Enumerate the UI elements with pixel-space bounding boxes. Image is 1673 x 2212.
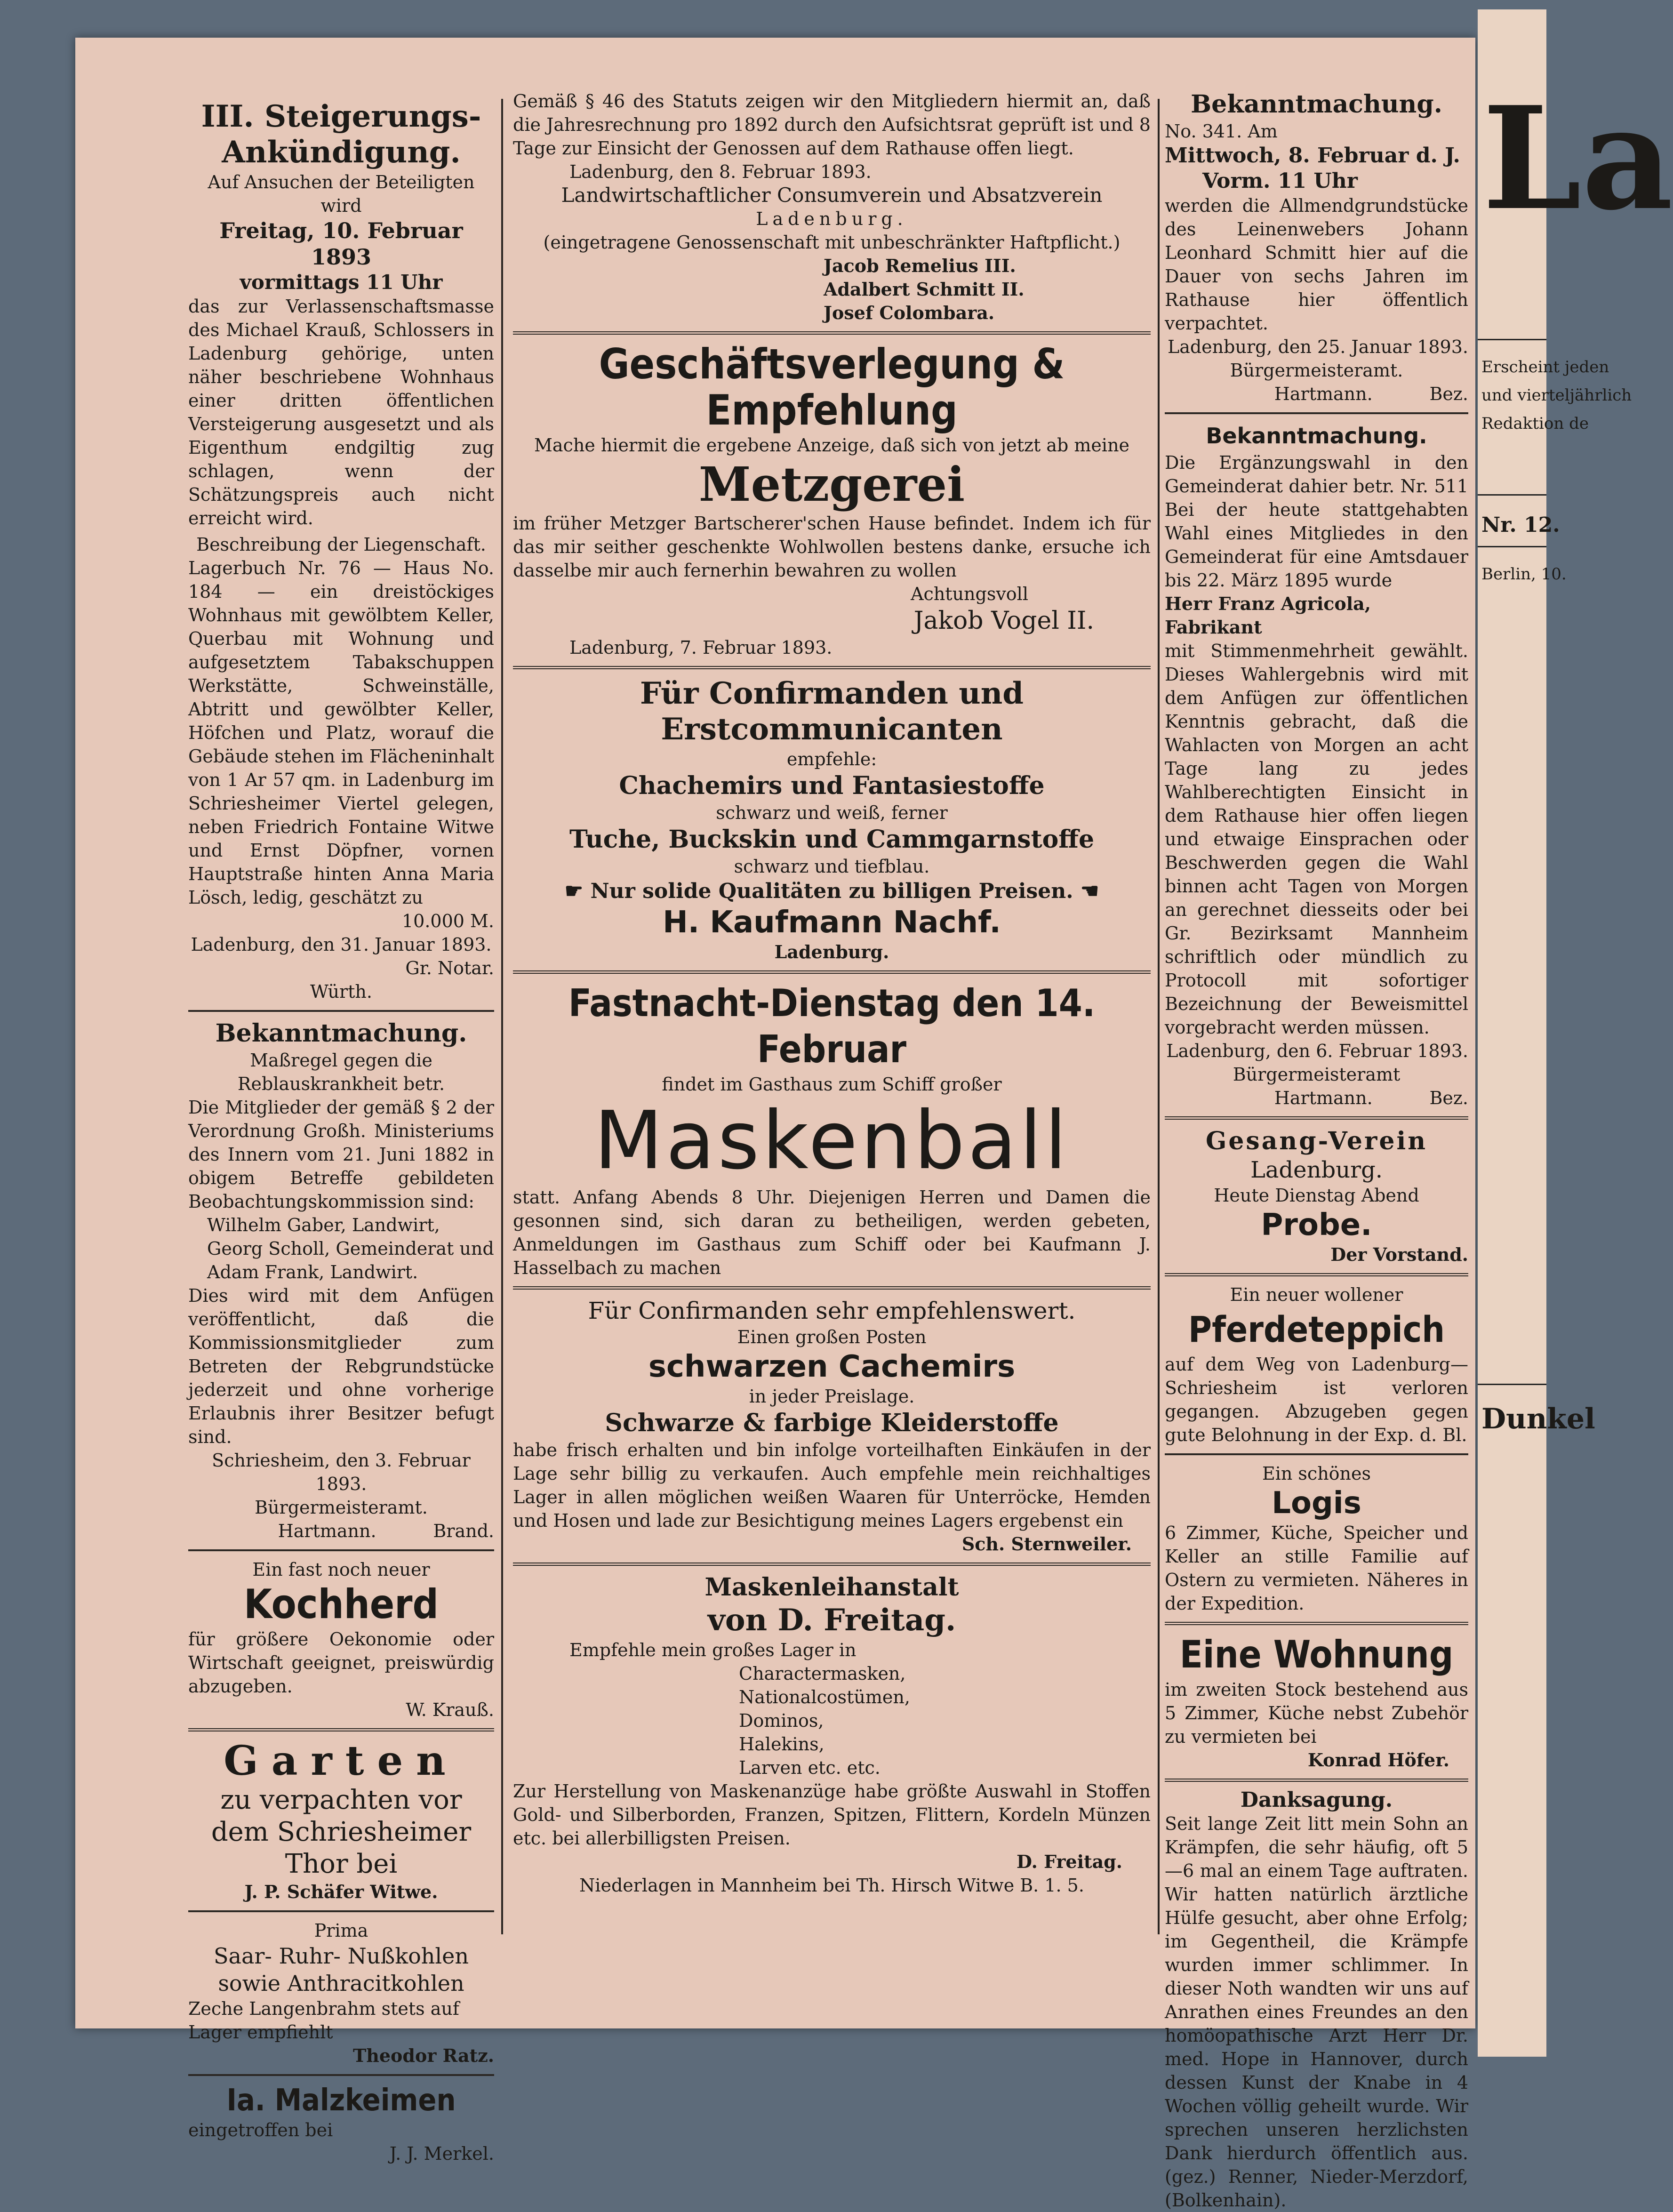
freitag-item-4: Halekins, [739,1734,824,1755]
divider [1478,339,1546,340]
kochherd-body: für größere Oekonomie oder Wirtschaft geeignet, preiswürdig abzugeben. [188,1629,494,1697]
garten-ad [188,1738,494,1904]
logis-big: Logis [1272,1486,1361,1521]
gesang-big: Probe. [1261,1208,1372,1242]
pointing-hand-left-icon: ☛ [564,879,591,903]
column-rule-right [1158,99,1160,1934]
allmend-title: Bekanntmachung. [1191,90,1442,119]
allmend-time: Vorm. 11 Uhr [1202,169,1358,193]
allmend-no: No. 341. Am [1165,121,1278,142]
adjacent-line-5: Berlin, 10. [1481,565,1567,584]
steigerung-intro: Auf Ansuchen der Beteiligten wird [208,172,475,216]
freitag-body: Zur Herstellung von Maskenanzüge habe größte Auswahl in Stoffen Gold- und Silberborden, Franzen, Spitzen, Flittern, Kordeln Münzen etc. bei allerbilligsten Preisen. [513,1781,1151,1849]
dank-ad [1165,1788,1468,2212]
malz-title: Ia. Malzkeimen [226,2083,456,2118]
adjacent-line-4: Nr. 12. [1481,513,1560,537]
divider [188,1010,494,1012]
allmend-office: Bürgermeisteramt. [1230,360,1403,381]
vogel-ad [513,341,1151,659]
logis-intro: Ein schönes [1262,1463,1371,1484]
kaufmann-line-1-sub: schwarz und weiß, ferner [716,802,948,823]
steigerung-title: III. Steigerungs- Ankündigung. [201,99,481,170]
gesang-sign: Der Vorstand. [1330,1244,1468,1265]
malz-ad [188,2083,494,2165]
kaufmann-ad [513,676,1151,964]
gesang-town: Ladenburg. [1250,1157,1383,1183]
kaufmann-line-2: Tuche, Buckskin und Cammgarnstoffe [569,825,1095,854]
wahl-body2: mit Stimmenmehrheit gewählt. Dieses Wahlergebnis wird mit dem Anfügen zur öffentlichen Kenntnis gebracht, daß die Wahlacten von Morgen an acht Tage lang zu jedes Wahlberechtigten Einsicht in dem Rathause hier offen liegen und etwaige Einsprachen oder Beschwerden gegen die Wahl binnen acht Tagen von Morgen an gerechnet diesseits oder bei Gr. Bezirksamt Mannheim schriftlich oder mündlich zu Protocoll mit sofortiger Bezeichnung der Beweismittel vorgebracht werden müssen. [1165,641,1468,1038]
kaufmann-title: Für Confirmanden und Erstcommunicanten [640,676,1024,747]
steigerung-place: Ladenburg, den 31. Januar 1893. [191,934,492,955]
left-column [188,99,494,2165]
divider [1478,494,1546,496]
statut-body: Gemäß § 46 des Statuts zeigen wir den Mitgliedern hiermit an, daß die Jahresrechnung pro 1892 durch den Aufsichtsrat geprüft ist und 8 Tage zur Einsicht der Genossen auf dem Rathause offen liegt. [513,91,1151,159]
fastnacht-title: Fastnacht-Dienstag den 14. Februar [568,981,1096,1071]
reblaus-place: Schriesheim, den 3. Februar 1893. [212,1450,471,1494]
statut-ad [513,89,1151,325]
divider [513,1563,1151,1566]
freitag-sign: D. Freitag. [1017,1851,1122,1872]
divider [188,1549,494,1551]
vogel-sign: Jakob Vogel II. [913,607,1094,635]
logis-body: 6 Zimmer, Küche, Speicher und Keller an stille Familie auf Ostern zu vermieten. Näheres in der Expedition. [1165,1523,1468,1614]
allmend-date: Mittwoch, 8. Februar d. J. [1165,144,1460,168]
freitag-ad [513,1572,1151,1897]
divider [1165,1779,1468,1782]
statut-org: Landwirtschaftlicher Consumverein und Absatzverein [561,184,1103,207]
divider [1478,546,1546,547]
kohlen-sign: Theodor Ratz. [352,2045,494,2066]
divider [1165,412,1468,414]
allmend-place: Ladenburg, den 25. Januar 1893. [1167,337,1468,357]
newspaper-page [75,38,1475,2211]
teppich-intro: Ein neuer wollener [1230,1284,1403,1305]
divider [513,1286,1151,1290]
steigerung-sign: Würth. [310,981,372,1002]
garten-body: zu verpachten vor dem Schriesheimer Thor bei [211,1785,472,1879]
kaufmann-firm: H. Kaufmann Nachf. [663,905,1001,940]
logis-ad [1165,1462,1468,1615]
adjacent-line-3: Redaktion de [1481,414,1589,433]
vogel-title: Geschäftsverlegung & Empfehlung [599,340,1065,434]
gesang-ad [1165,1126,1468,1266]
right-column [1165,89,1468,2212]
kaufmann-line-2-sub: schwarz und tiefblau. [734,856,930,877]
kaufmann-line-1: Chachemirs und Fantasiestoffe [619,771,1045,800]
wahl-office: Bürgermeisteramt [1233,1064,1401,1085]
reblaus-body: Die Mitglieder der gemäß § 2 der Verordnung Großh. Ministeriums des Innern vom 21. Juni 1882 in obigem Betreffe gebildeten Beobachtungskommission sind: [188,1097,494,1212]
sternweiler-intro: Einen großen Posten [737,1327,927,1347]
kochherd-title: Kochherd [244,1581,439,1628]
divider [1478,1384,1546,1385]
wahl-ad [1165,421,1468,1110]
gesang-title: Gesang-Verein [1205,1127,1428,1155]
wohnung-body: im zweiten Stock bestehend aus 5 Zimmer, Küche nebst Zubehör zu vermieten bei [1165,1679,1468,1747]
steigerung-time: vormittags 11 Uhr [240,271,443,294]
wohnung-sign: Konrad Höfer. [1307,1749,1449,1771]
reblaus-office: Bürgermeisteramt. [255,1497,428,1518]
divider [1165,1453,1468,1455]
wahl-elected: Herr Franz Agricola, Fabrikant [1165,593,1371,638]
dank-body: Seit lange Zeit litt mein Sohn an Krämpfen, die sehr häufig, oft 5—6 mal an einem Tage auftraten. Wir hatten natürlich ärztliche Hülfe gesucht, aber ohne Erfolg; im Gegentheil, die Krämpfe wurden immer schlimmer. In dieser Noth wandten wir uns auf Anrathen eines Freundes an den homöopathische Arzt Herr Dr. med. Hope in Hannover, durch dessen Kunst der Knabe in 4 Wochen völlig geheilt wurde. Wir sprechen unseren herzlichsten Dank hierdurch öffentlich aus. (gez.) Renner, Nieder-Merzdorf, (Bolkenhain). [1165,1813,1468,2211]
steigerung-desc: Lagerbuch Nr. 76 — Haus No. 184 — ein dreistöckiges Wohnhaus mit gewölbtem Keller, Querbau mit Wohnung und aufgesetztem Tabakschuppen Werkstätte, Schweinställe, Abtritt und gewölbter Keller, Höfchen und Platz, worauf die Gebäude stehen im Flächeninhalt von 1 Ar 57 qm. in Ladenburg im Schriesheimer Viertel gelegen, neben Friedrich Fontaine Witwe und Ernst Döpfner, vornen Hauptstraße hinten Anna Maria Lösch, ledig, geschätzt zu [188,558,494,908]
sternweiler-title: Für Confirmanden sehr empfehlenswert. [588,1297,1076,1324]
divider [513,666,1151,669]
divider [188,2074,494,2076]
steigerung-ad [188,99,494,1003]
allmend-ad [1165,89,1468,406]
freitag-item-5: Larven etc. etc. [739,1757,881,1778]
dank-title: Danksagung. [1240,1788,1393,1812]
garten-sign: J. P. Schäfer Witwe. [244,1881,438,1902]
freitag-title2: von D. Freitag. [707,1603,956,1638]
fastnacht-ad [513,980,1151,1280]
freitag-title: Maskenleihanstalt [704,1573,959,1602]
statut-place: Ladenburg, den 8. Februar 1893. [569,161,872,182]
allmend-sign: Hartmann. Bez. [1274,384,1468,404]
kaufmann-slogan-text: Nur solide Qualitäten zu billigen Preisen. [590,879,1073,903]
freitag-item-3: Dominos, [739,1710,824,1731]
teppich-body: auf dem Weg von Ladenburg—Schriesheim ist verloren gegangen. Abzugeben gegen gute Belohnung in der Exp. d. Bl. [1165,1354,1468,1445]
kochherd-sign: W. Krauß. [406,1699,494,1720]
divider [1165,1273,1468,1276]
steigerung-desc-head: Beschreibung der Liegenschaft. [196,534,486,555]
teppich-ad [1165,1283,1468,1447]
adjacent-line-6: Dunkel [1481,1403,1595,1435]
reblaus-ad [188,1018,494,1543]
wahl-place: Ladenburg, den 6. Februar 1893. [1166,1041,1468,1061]
statut-name-2: Adalbert Schmitt II. [824,279,1025,300]
malz-body: eingetroffen bei [188,2120,333,2140]
freitag-foot: Niederlagen in Mannheim bei Th. Hirsch Witwe B. 1. 5. [579,1875,1084,1896]
vogel-greet: Achtungsvoll [911,584,1028,604]
freitag-intro: Empfehle mein großes Lager in [569,1640,857,1660]
kaufmann-emp: empfehle: [786,749,877,769]
reblaus-sub: Maßregel gegen die Reblauskrankheit betr. [237,1050,445,1094]
sternweiler-sign: Sch. Sternweiler. [961,1533,1132,1555]
vogel-body: im früher Metzger Bartscherer'schen Hause befindet. Indem ich für das mir seither geschenkte Wohlwollen bestens danke, ersuche ich dasselbe mir auch fernerhin bewahren zu wollen [513,513,1151,581]
fastnacht-body: statt. Anfang Abends 8 Uhr. Diejenigen Herren und Damen die gesonnen sind, sich daran zu betheiligen, werden gebeten, Anmeldungen im Gasthaus zum Schiff oder bei Kaufmann J. Hasselbach zu machen [513,1187,1151,1278]
divider [513,970,1151,974]
statut-name-3: Josef Colombara. [824,302,995,323]
steigerung-body: das zur Verlassenschaftsmasse des Michael Krauß, Schlossers in Ladenburg gehörige, unten näher beschriebene Wohnhaus einer dritten öffentlichen Versteigerung ausgesetzt und als Eigenthum endgiltig zug schlagen, wenn der Schätzungspreis auch nicht erreicht wird. [188,296,494,529]
adjacent-line-1: Erscheint jeden [1481,358,1609,377]
wohnung-big: Eine Wohnung [1179,1633,1454,1676]
statut-town: Ladenburg. [756,208,908,229]
divider [513,331,1151,335]
wahl-body: Die Ergänzungswahl in den Gemeinderat dahier betr. Nr. 511 Bei der heute stattgehabten Wahl eines Mitgliedes in den Gemeinderat für eine Amtsdauer bis 22. März 1895 wurde [1165,452,1468,591]
wohnung-ad [1165,1632,1468,1772]
reblaus-body2: Dies wird mit dem Anfügen veröffentlicht, daß die Kommissionsmitglieder zum Betreten der Rebgrundstücke jederzeit und ohne vorherige Erlaubnis ihrer Besitzer befugt sind. [188,1285,494,1447]
malz-sign: J. J. Merkel. [389,2143,494,2164]
adjacent-masthead: La [1482,75,1673,241]
teppich-big: Pferdeteppich [1188,1308,1445,1350]
kaufmann-town: Ladenburg. [774,941,889,962]
middle-column [513,89,1151,1897]
steigerung-date: Freitag, 10. Februar 1893 [219,218,463,270]
fastnacht-intro: findet im Gasthaus zum Schiff großer [662,1074,1002,1095]
adjacent-page-fragment [1478,9,1673,2057]
divider [188,1910,494,1912]
sternweiler-big: schwarzen Cachemirs [648,1349,1016,1384]
freitag-item-1: Charactermasken, [739,1663,906,1684]
sternweiler-body: habe frisch erhalten und bin infolge vorteilhaften Einkäufen in der Lage sehr billig zu verkaufen. Auch empfehle mein reichhaltiges Lager in allen möglichen weißen Waaren für Unterröcke, Hemden und Hosen und lade zur Besichtigung meines Lagers ergebenst ein [513,1440,1151,1531]
adjacent-line-2: und vierteljährlich [1481,386,1632,405]
sternweiler-line-2: Schwarze & farbige Kleiderstoffe [605,1409,1059,1437]
reblaus-name-1: Wilhelm Gaber, Landwirt, [207,1215,440,1235]
kochherd-ad [188,1558,494,1722]
gesang-when: Heute Dienstag Abend [1214,1185,1419,1206]
fastnacht-big: Maskenball [594,1094,1070,1187]
divider [1165,1622,1468,1625]
column-rule-left [501,99,503,1934]
statut-name-1: Jacob Remelius III. [824,255,1016,276]
steigerung-price: 10.000 M. [401,911,494,931]
reblaus-sign: Hartmann. Brand. [278,1521,494,1541]
vogel-intro: Mache hiermit die ergebene Anzeige, daß sich von jetzt ab meine [534,435,1130,456]
wahl-title: Bekanntmachung. [1206,423,1427,449]
vogel-big: Metzgerei [698,457,965,512]
kohlen-ad [188,1919,494,2068]
allmend-body: werden die Allmendgrundstücke des Leinenwebers Johann Leonhard Schmitt hier auf die Dauer von sechs Jahren im Rathause hier öffentlich verpachtet. [1165,195,1468,334]
wahl-sign: Hartmann. Bez. [1274,1088,1468,1108]
divider [1165,1116,1468,1120]
sternweiler-ad [513,1296,1151,1556]
kohlen-pre: Prima [314,1920,368,1941]
reblaus-title: Bekanntmachung. [215,1019,467,1048]
kohlen-title: Saar- Ruhr- Nußkohlen sowie Anthracitkohlen [214,1943,469,1996]
statut-note: (eingetragene Genossenschaft mit unbeschränkter Haftpflicht.) [543,232,1121,253]
freitag-item-2: Nationalcostümen, [739,1687,910,1707]
steigerung-office: Gr. Notar. [405,958,494,978]
pointing-hand-right-icon: ☚ [1073,879,1099,903]
kohlen-body: Zeche Langenbrahm stets auf Lager empfiehlt [188,1998,459,2043]
divider [188,1728,494,1731]
reblaus-name-3: Adam Frank, Landwirt. [207,1262,418,1282]
garten-title: Garten [224,1737,459,1785]
vogel-place: Ladenburg, 7. Februar 1893. [569,637,832,658]
kochherd-intro: Ein fast noch neuer [252,1559,430,1580]
kaufmann-slogan [513,878,1151,905]
sternweiler-sub: in jeder Preislage. [749,1386,915,1407]
reblaus-name-2: Georg Scholl, Gemeinderat und [207,1238,494,1259]
